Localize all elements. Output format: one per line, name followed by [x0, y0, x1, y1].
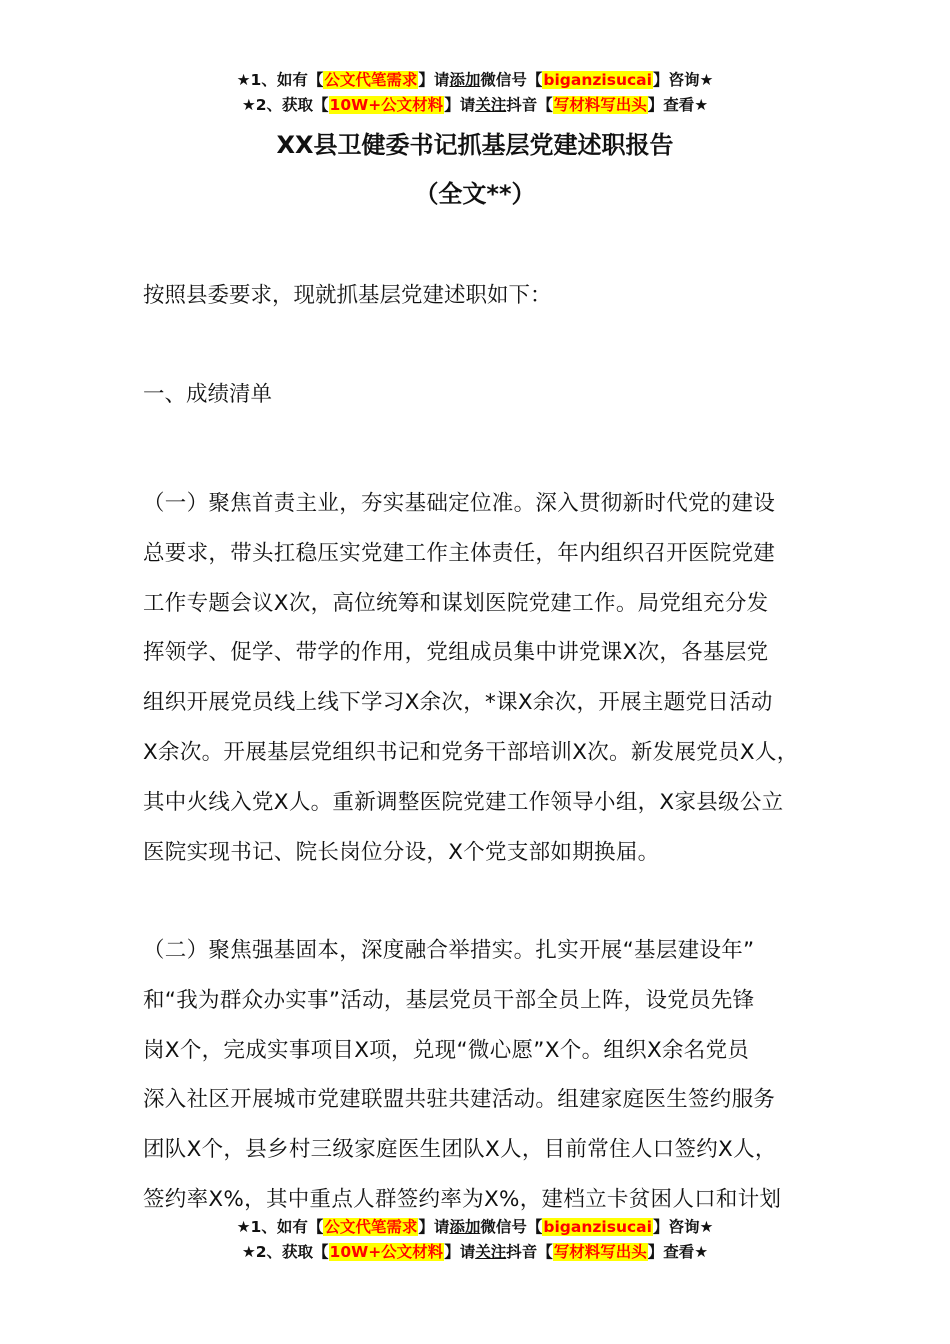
- promo-text: 】查看★: [647, 1243, 709, 1261]
- promo-line-2: [0, 1240, 950, 1265]
- promo-text: 】请: [444, 1243, 476, 1261]
- promo-text: 】咨询★: [652, 71, 714, 89]
- promo-text: 微信号【: [480, 71, 543, 89]
- paragraph-line: 挥领学、促学、带学的作用，党组成员集中讲党课X次，各基层党: [143, 640, 769, 666]
- promo-text: 】咨询★: [652, 1218, 714, 1236]
- promo-highlight: 公文代笔需求: [324, 71, 418, 89]
- promo-highlight: biganzisucai: [543, 71, 652, 89]
- section-heading: 一、成绩清单: [143, 382, 273, 407]
- paragraph-line: 工作专题会议X次，高位统筹和谋划医院党建工作。局党组充分发: [143, 590, 769, 616]
- paragraph-line: 签约率X%，其中重点人群签约率为X%，建档立卡贫困人口和计划: [143, 1186, 782, 1212]
- promo-text: 】请: [418, 71, 450, 89]
- promo-banner-bottom: [0, 1215, 950, 1265]
- promo-text: 抖音【: [506, 96, 553, 114]
- paragraph-line: 总要求，带头扛稳压实党建工作主体责任，年内组织召开医院党建: [143, 540, 776, 566]
- promo-text: 抖音【: [506, 1243, 553, 1261]
- promo-underline: 关注: [475, 96, 507, 114]
- document-subtitle: （全文**）: [414, 180, 536, 208]
- promo-text: ★1、如有【: [236, 1218, 324, 1236]
- paragraph-line: 组织开展党员线上线下学习X余次，*课X余次，开展主题党日活动: [143, 690, 773, 716]
- paragraph-line: 医院实现书记、院长岗位分设，X个党支部如期换届。: [143, 839, 660, 865]
- paragraph-line: 和“我为群众办实事”活动，基层党员干部全员上阵，设党员先锋: [143, 987, 755, 1013]
- paragraph-line: 团队X个，县乡村三级家庭医生团队X人，目前常住人口签约X人，: [143, 1137, 777, 1163]
- intro-paragraph: 按照县委要求，现就抓基层党建述职如下：: [143, 283, 552, 308]
- promo-line-2: [0, 93, 950, 118]
- promo-highlight: 10W+公文材料: [329, 1243, 444, 1261]
- promo-highlight: 写材料写出头: [553, 96, 647, 114]
- promo-banner-top: [0, 68, 950, 118]
- document-title: XX县卫健委书记抓基层党建述职报告: [276, 131, 674, 159]
- paragraph-2: [143, 926, 843, 1225]
- paragraph-line: （一）聚焦首责主业，夯实基础定位准。深入贯彻新时代党的建设: [143, 491, 776, 516]
- promo-text: 】请: [418, 1218, 450, 1236]
- promo-text: ★2、获取【: [241, 96, 329, 114]
- promo-text: 微信号【: [480, 1218, 543, 1236]
- promo-highlight: 写材料写出头: [553, 1243, 647, 1261]
- promo-underline: 关注: [475, 1243, 507, 1261]
- promo-highlight: 10W+公文材料: [329, 96, 444, 114]
- paragraph-line: 其中火线入党X人。重新调整医院党建工作领导小组，X家县级公立: [143, 789, 784, 815]
- paragraph-1: [143, 479, 843, 877]
- promo-underline: 添加: [449, 1218, 481, 1236]
- paragraph-line: X余次。开展基层党组织书记和党务干部培训X次。新发展党员X人，: [143, 739, 799, 765]
- promo-text: ★1、如有【: [236, 71, 324, 89]
- promo-highlight: biganzisucai: [543, 1218, 652, 1236]
- promo-text: 】请: [444, 96, 476, 114]
- promo-underline: 添加: [449, 71, 481, 89]
- promo-highlight: 公文代笔需求: [324, 1218, 418, 1236]
- promo-line-1: [0, 1215, 950, 1240]
- promo-text: 】查看★: [647, 96, 709, 114]
- paragraph-line: （二）聚焦强基固本，深度融合举措实。扎实开展“基层建设年”: [143, 938, 755, 963]
- paragraph-line: 深入社区开展城市党建联盟共驻共建活动。组建家庭医生签约服务: [143, 1087, 776, 1113]
- promo-line-1: [0, 68, 950, 93]
- promo-text: ★2、获取【: [241, 1243, 329, 1261]
- paragraph-line: 岗X个，完成实事项目X项，兑现“微心愿”X个。组织X余名党员: [143, 1037, 750, 1063]
